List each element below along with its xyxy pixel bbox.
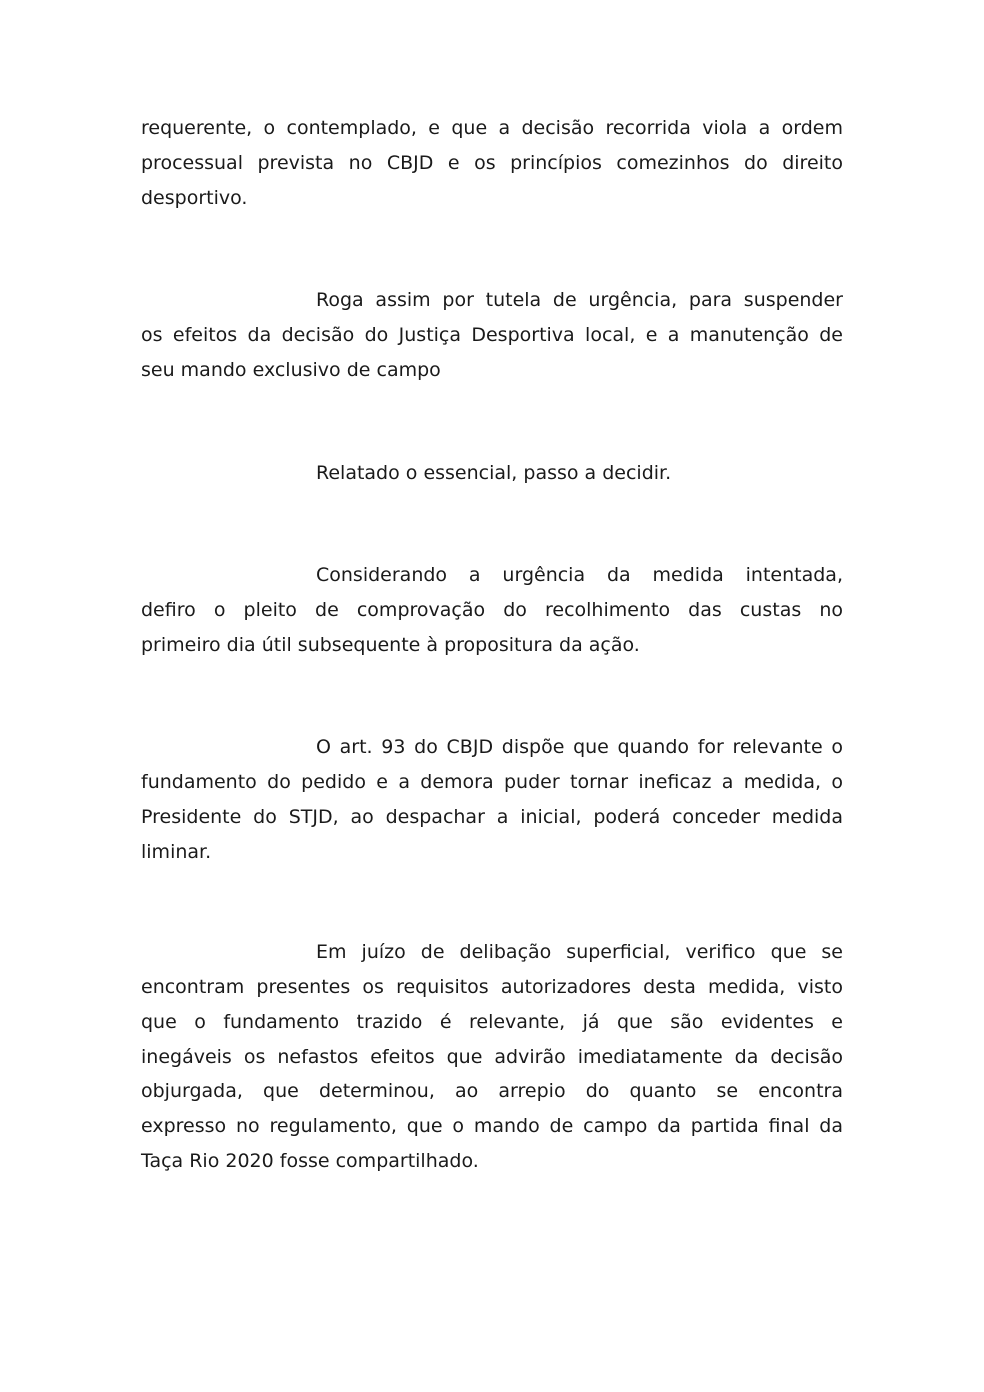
paragraph-6-line-5: objurgada, que determinou, ao arrepio do quanto se encontra xyxy=(141,1080,843,1102)
paragraph-5-line-2: fundamento do pedido e a demora puder tornar ineficaz a medida, o xyxy=(141,771,843,793)
paragraph-5-line-1: O art. 93 do CBJD dispõe que quando for relevante o xyxy=(316,736,843,758)
paragraph-4-line-3: primeiro dia útil subsequente à propositura da ação. xyxy=(141,634,640,656)
paragraph-5-line-3: Presidente do STJD, ao despachar a inicial, poderá conceder medida xyxy=(141,806,843,828)
paragraph-2-line-3: seu mando exclusivo de campo xyxy=(141,359,441,381)
paragraph-6-line-7: Taça Rio 2020 fosse compartilhado. xyxy=(141,1150,479,1172)
paragraph-1-line-3: desportivo. xyxy=(141,187,248,209)
paragraph-1-line-1: requerente, o contemplado, e que a decisão recorrida viola a ordem xyxy=(141,117,843,139)
paragraph-6-line-6: expresso no regulamento, que o mando de campo da partida final da xyxy=(141,1115,843,1137)
paragraph-6-line-2: encontram presentes os requisitos autorizadores desta medida, visto xyxy=(141,976,843,998)
paragraph-3-line-1: Relatado o essencial, passo a decidir. xyxy=(316,462,672,484)
paragraph-6-line-4: inegáveis os nefastos efeitos que advirão imediatamente da decisão xyxy=(141,1046,843,1068)
paragraph-5-line-4: liminar. xyxy=(141,841,212,863)
paragraph-4-line-1: Considerando a urgência da medida intentada, xyxy=(316,564,843,586)
paragraph-6-line-1: Em juízo de delibação superficial, verifico que se xyxy=(316,941,843,963)
paragraph-2-line-2: os efeitos da decisão do Justiça Desportiva local, e a manutenção de xyxy=(141,324,843,346)
paragraph-6-line-3: que o fundamento trazido é relevante, já que são evidentes e xyxy=(141,1011,843,1033)
paragraph-1-line-2: processual prevista no CBJD e os princípios comezinhos do direito xyxy=(141,152,843,174)
paragraph-4-line-2: defiro o pleito de comprovação do recolhimento das custas no xyxy=(141,599,843,621)
paragraph-2-line-1: Roga assim por tutela de urgência, para suspender xyxy=(316,289,843,311)
